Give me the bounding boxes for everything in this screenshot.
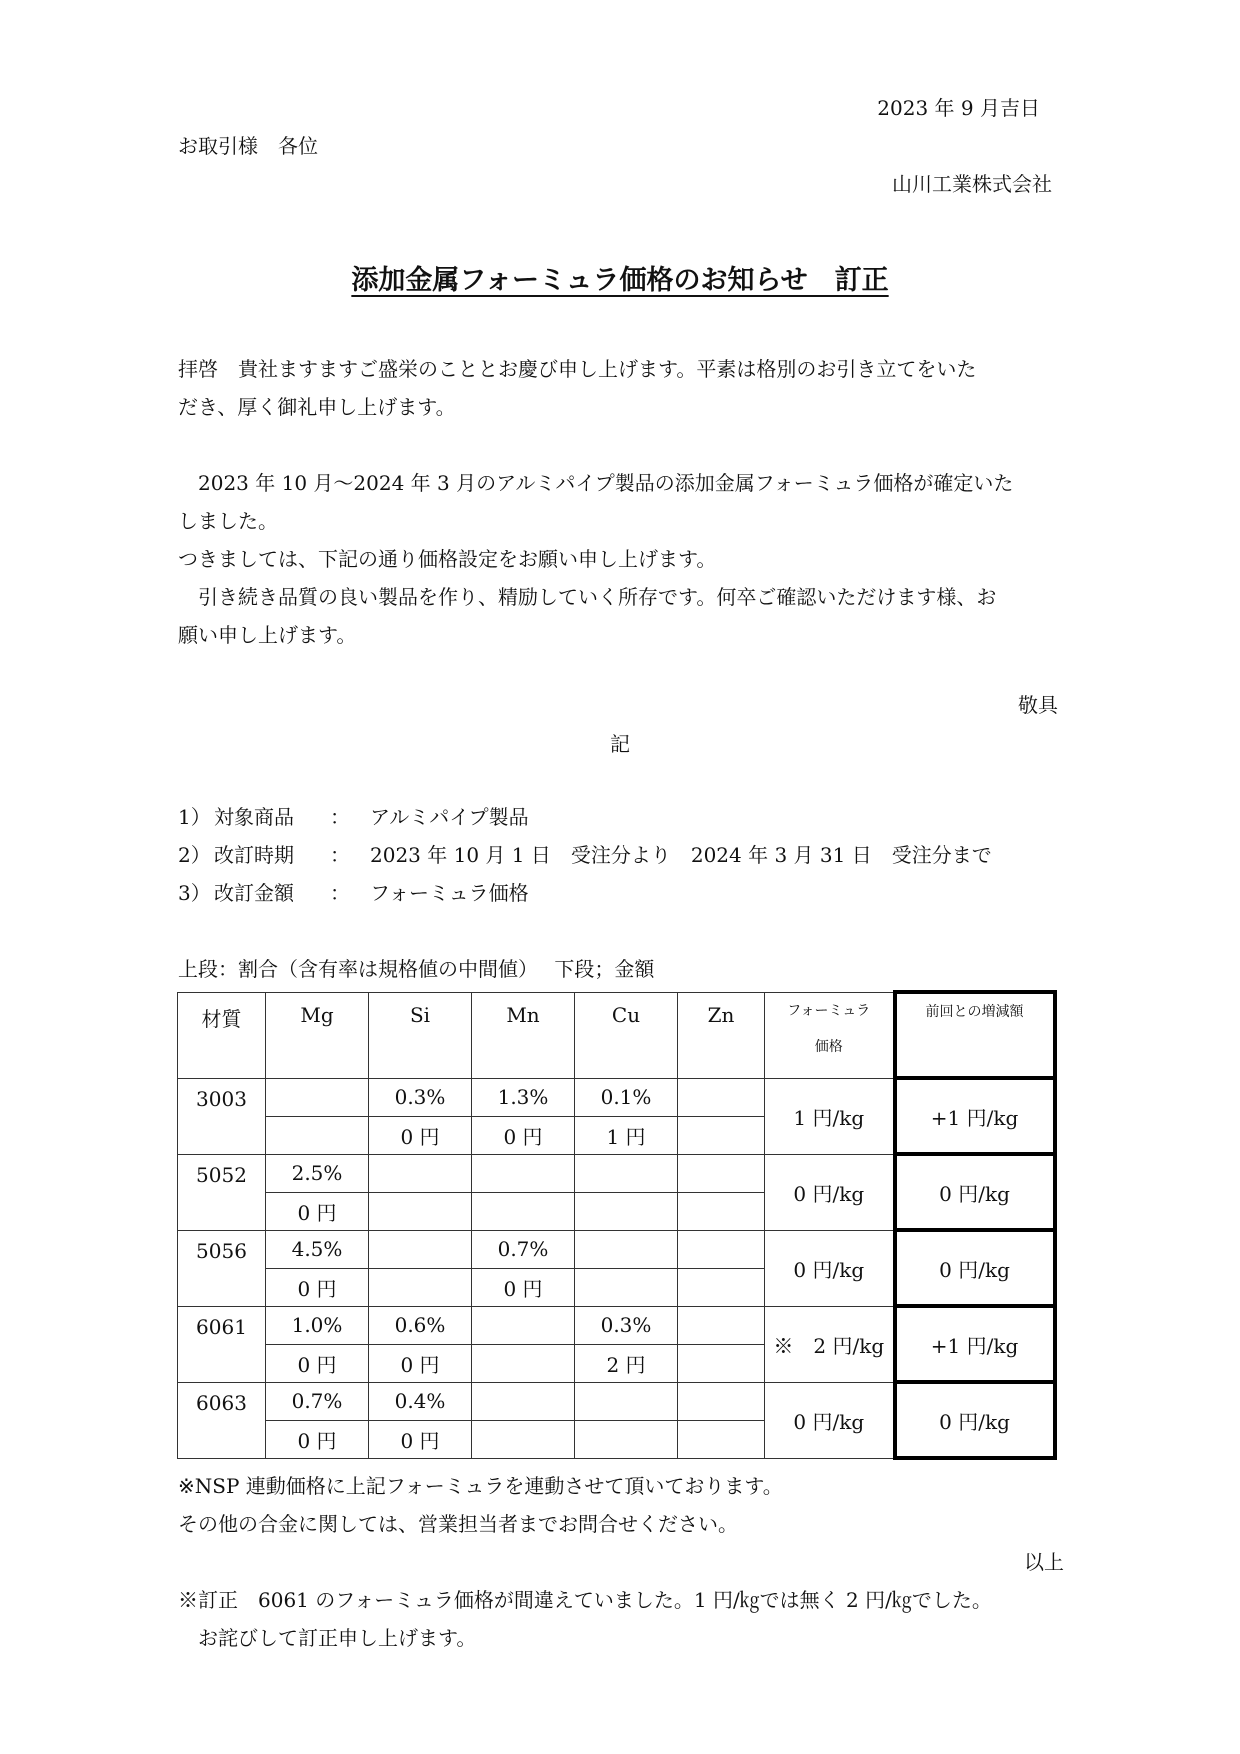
zn-amount bbox=[678, 1192, 765, 1230]
formula-price-cell: 1 円/kg bbox=[765, 1078, 895, 1154]
mg-ratio bbox=[266, 1078, 369, 1116]
mn-amount bbox=[472, 1344, 575, 1382]
table-row bbox=[178, 1154, 1055, 1192]
formula-price-cell: ※ 2 円/kg bbox=[765, 1306, 895, 1382]
si-amount bbox=[369, 1268, 472, 1306]
formula-price-cell: 0 円/kg bbox=[765, 1154, 895, 1230]
si-amount: 0 円 bbox=[369, 1420, 472, 1458]
closing-keigu: 敬具 bbox=[1018, 693, 1058, 717]
mg-ratio: 1.0% bbox=[266, 1306, 369, 1344]
diff-cell: 0 円/kg bbox=[895, 1382, 1055, 1458]
issue-date: 2023 年 9 月吉日 bbox=[877, 96, 1040, 120]
note-other-alloys: その他の合金に関しては、営業担当者までお問合せください。 bbox=[178, 1512, 738, 1536]
item-number: 1） bbox=[178, 805, 211, 829]
mn-ratio: 1.3% bbox=[472, 1078, 575, 1116]
header-mg: Mg bbox=[266, 992, 369, 1078]
cu-amount bbox=[575, 1268, 678, 1306]
diff-cell: +1 円/kg bbox=[895, 1078, 1055, 1154]
mg-ratio: 4.5% bbox=[266, 1230, 369, 1268]
mg-amount: 0 円 bbox=[266, 1192, 369, 1230]
formula-price-table bbox=[177, 990, 1057, 1460]
table-row bbox=[178, 1230, 1055, 1268]
correction-note-line-2: お詫びして訂正申し上げます。 bbox=[178, 1626, 477, 1650]
ki-heading: 記 bbox=[610, 732, 630, 756]
table-row bbox=[178, 1078, 1055, 1116]
mg-amount: 0 円 bbox=[266, 1420, 369, 1458]
si-amount: 0 円 bbox=[369, 1116, 472, 1154]
item-label: 改訂時期 bbox=[214, 843, 294, 867]
page-title bbox=[0, 258, 1240, 297]
mn-ratio bbox=[472, 1306, 575, 1344]
item-separator: ： bbox=[330, 843, 350, 867]
si-ratio bbox=[369, 1230, 472, 1268]
header-si: Si bbox=[369, 992, 472, 1078]
header-formula-line-1: フォーミュラ bbox=[787, 1002, 871, 1019]
announcement-line-5: 願い申し上げます。 bbox=[178, 623, 357, 647]
material-cell: 5052 bbox=[178, 1154, 266, 1230]
diff-cell: 0 円/kg bbox=[895, 1230, 1055, 1306]
sender-company: 山川工業株式会社 bbox=[892, 172, 1052, 196]
header-diff bbox=[895, 992, 1055, 1078]
si-amount bbox=[369, 1192, 472, 1230]
material-cell: 6061 bbox=[178, 1306, 266, 1382]
si-ratio: 0.3% bbox=[369, 1078, 472, 1116]
cu-amount: 1 円 bbox=[575, 1116, 678, 1154]
material-cell: 3003 bbox=[178, 1078, 266, 1154]
table-header-row bbox=[178, 992, 1055, 1078]
cu-amount bbox=[575, 1192, 678, 1230]
header-mn: Mn bbox=[472, 992, 575, 1078]
formula-price-cell: 0 円/kg bbox=[765, 1230, 895, 1306]
header-formula-price bbox=[765, 992, 895, 1078]
announcement-line-2: しました。 bbox=[178, 509, 278, 533]
item-separator: ： bbox=[330, 881, 350, 905]
item-separator: ： bbox=[330, 805, 350, 829]
header-cu: Cu bbox=[575, 992, 678, 1078]
mg-ratio: 0.7% bbox=[266, 1382, 369, 1420]
mg-amount: 0 円 bbox=[266, 1268, 369, 1306]
recipient: お取引様 各位 bbox=[178, 134, 318, 158]
zn-ratio bbox=[678, 1230, 765, 1268]
table-caption: 上段：割合（含有率は規格値の中間値） 下段；金額 bbox=[178, 957, 655, 981]
cu-ratio: 0.1% bbox=[575, 1078, 678, 1116]
si-ratio: 0.6% bbox=[369, 1306, 472, 1344]
item-value: 2023 年 10 月 1 日 受注分より 2024 年 3 月 31 日 受注分まで bbox=[370, 843, 992, 867]
greeting-line-1: 拝啓 貴社ますますご盛栄のこととお慶び申し上げます。平素は格別のお引き立てをいた bbox=[178, 357, 977, 381]
greeting-line-2: だき、厚く御礼申し上げます。 bbox=[178, 395, 456, 419]
formula-price-cell: 0 円/kg bbox=[765, 1382, 895, 1458]
cu-ratio bbox=[575, 1382, 678, 1420]
zn-ratio bbox=[678, 1078, 765, 1116]
item-value: アルミパイプ製品 bbox=[370, 805, 529, 829]
item-value: フォーミュラ価格 bbox=[370, 881, 529, 905]
note-nsp: ※NSP 連動価格に上記フォーミュラを連動させて頂いております。 bbox=[178, 1474, 783, 1498]
mn-amount bbox=[472, 1420, 575, 1458]
cu-ratio bbox=[575, 1230, 678, 1268]
diff-cell: +1 円/kg bbox=[895, 1306, 1055, 1382]
header-diff-text: 前回との増減額 bbox=[925, 1004, 1024, 1020]
announcement-paragraph bbox=[178, 464, 1068, 654]
mn-ratio bbox=[472, 1154, 575, 1192]
zn-ratio bbox=[678, 1306, 765, 1344]
correction-note-line-1: ※訂正 6061 のフォーミュラ価格が間違えていました。1 円/㎏では無く 2 円/㎏でした。 bbox=[178, 1588, 992, 1612]
zn-amount bbox=[678, 1420, 765, 1458]
item-label: 改訂金額 bbox=[214, 881, 294, 905]
mn-ratio bbox=[472, 1382, 575, 1420]
greeting-paragraph bbox=[178, 350, 1068, 426]
announcement-line-3: つきましては、下記の通り価格設定をお願い申し上げます。 bbox=[178, 547, 717, 571]
mn-ratio: 0.7% bbox=[472, 1230, 575, 1268]
material-cell: 6063 bbox=[178, 1382, 266, 1458]
mn-amount: 0 円 bbox=[472, 1268, 575, 1306]
si-ratio bbox=[369, 1154, 472, 1192]
zn-ratio bbox=[678, 1154, 765, 1192]
mg-ratio: 2.5% bbox=[266, 1154, 369, 1192]
zn-ratio bbox=[678, 1382, 765, 1420]
item-number: 3） bbox=[178, 881, 211, 905]
end-ijou: 以上 bbox=[1024, 1550, 1064, 1574]
header-formula-line-2: 価格 bbox=[814, 1038, 843, 1055]
item-number: 2） bbox=[178, 843, 211, 867]
cu-ratio bbox=[575, 1154, 678, 1192]
cu-ratio: 0.3% bbox=[575, 1306, 678, 1344]
table-row bbox=[178, 1382, 1055, 1420]
header-material: 材質 bbox=[178, 992, 266, 1078]
announcement-line-4: 引き続き品質の良い製品を作り、精励していく所存です。何卒ご確認いただけます様、お bbox=[178, 585, 997, 609]
zn-amount bbox=[678, 1116, 765, 1154]
material-cell: 5056 bbox=[178, 1230, 266, 1306]
announcement-line-1: 2023 年 10 月～2024 年 3 月のアルミパイプ製品の添加金属フォーミュラ価格が確定いた bbox=[178, 471, 1014, 495]
mg-amount: 0 円 bbox=[266, 1344, 369, 1382]
si-ratio: 0.4% bbox=[369, 1382, 472, 1420]
header-zn: Zn bbox=[678, 992, 765, 1078]
mn-amount: 0 円 bbox=[472, 1116, 575, 1154]
zn-amount bbox=[678, 1344, 765, 1382]
page-title-text: 添加金属フォーミュラ価格のお知らせ 訂正 bbox=[351, 265, 889, 296]
cu-amount bbox=[575, 1420, 678, 1458]
diff-cell: 0 円/kg bbox=[895, 1154, 1055, 1230]
item-label: 対象商品 bbox=[214, 805, 294, 829]
mg-amount bbox=[266, 1116, 369, 1154]
table-row bbox=[178, 1306, 1055, 1344]
si-amount: 0 円 bbox=[369, 1344, 472, 1382]
zn-amount bbox=[678, 1268, 765, 1306]
cu-amount: 2 円 bbox=[575, 1344, 678, 1382]
mn-amount bbox=[472, 1192, 575, 1230]
